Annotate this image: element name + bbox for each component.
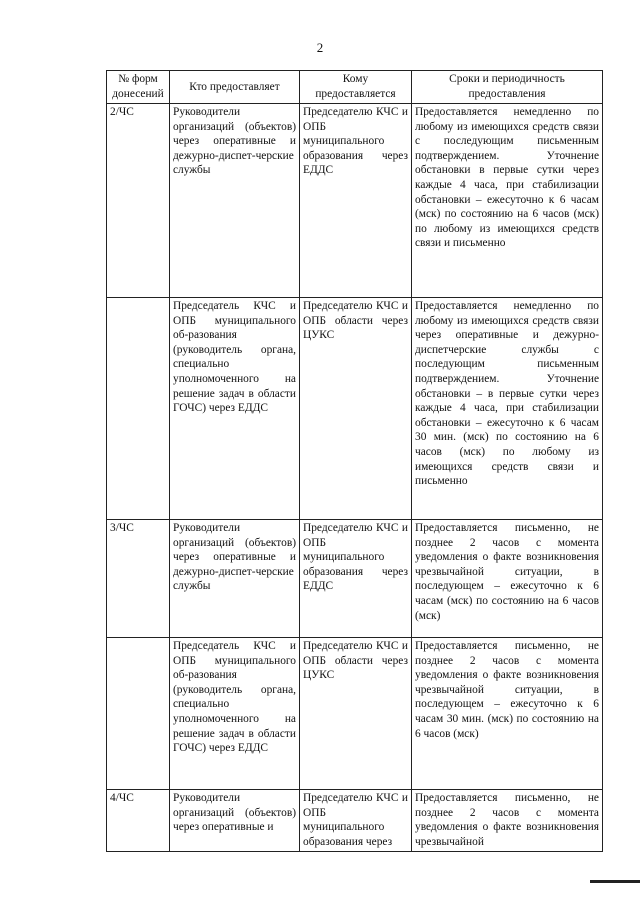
deadline-cell xyxy=(412,298,603,520)
deadline-text: Предоставляется письменно, не позднее 2 часов с момента уведомления о факте возникновения чрезвычайной ситуации, в последующем – ежесуточно к 6 часам (мск) по состоянию на 6 часов (мск) xyxy=(415,522,599,622)
recipient-cell xyxy=(300,638,412,790)
reporter-text: Руководители организаций (объектов) через оперативные и дежурно-диспет-черские службы xyxy=(173,522,296,593)
deadline-cell xyxy=(412,638,603,790)
deadline-text: Предоставляется письменно, не позднее 2 часов с момента уведомления о факте возникновения чрезвычайной xyxy=(415,792,599,848)
form-number-cell: 3/ЧС xyxy=(107,520,170,638)
form-number-cell xyxy=(107,638,170,790)
reporter-cell xyxy=(170,638,300,790)
scan-edge-line xyxy=(590,880,640,883)
deadline-text: Предоставляется письменно, не позднее 2 часов с момента уведомления о факте возникновения чрезвычайной ситуации, в последующем – ежесуточно к 6 часам 30 мин. (мск) по состоянию на 6 часов (мск) xyxy=(415,640,599,740)
recipient-text: Председателю КЧС и ОПБ области через ЦУКС xyxy=(303,640,408,682)
reporter-cell xyxy=(170,790,300,852)
reporter-text: Председатель КЧС и ОПБ муниципального об-разования (руководитель органа, специально уполномоченного на решение задач в области ГОЧС) через ЕДДС xyxy=(173,300,296,415)
recipient-cell xyxy=(300,298,412,520)
header-to: Кому предоставляется xyxy=(300,71,412,104)
recipient-cell xyxy=(300,520,412,638)
recipient-text: Председателю КЧС и ОПБ муниципального образования через ЕДДС xyxy=(303,106,408,177)
header-time: Сроки и периодичность предоставления xyxy=(412,71,603,104)
table-row xyxy=(107,104,603,298)
deadline-text: Предоставляется немедленно по любому из имеющихся средств связи через оперативные и дежурно-диспетчерские службы с последующим письменным подтверждением. Уточнение обстановки – в первые сутки через каждые 4 часа, при стабилизации обстановки – ежесуточно к 6 часам 30 мин. (мск) по состоянию на 6 часов (мск) по любому из имеющихся средств связи и письменно xyxy=(415,300,599,488)
table-row xyxy=(107,790,603,852)
header-form: № форм донесений xyxy=(107,71,170,104)
deadline-cell xyxy=(412,520,603,638)
recipient-cell xyxy=(300,104,412,298)
form-number-cell: 4/ЧС xyxy=(107,790,170,852)
recipient-text: Председателю КЧС и ОПБ муниципального образования через xyxy=(303,792,408,848)
recipient-text: Председателю КЧС и ОПБ муниципального образования через ЕДДС xyxy=(303,522,408,593)
page-number: 2 xyxy=(316,40,324,55)
reporter-text: Руководители организаций (объектов) через оперативные и дежурно-диспет-черские службы xyxy=(173,106,296,177)
deadline-cell xyxy=(412,790,603,852)
reporting-table xyxy=(106,70,603,852)
recipient-text: Председателю КЧС и ОПБ области через ЦУКС xyxy=(303,300,408,342)
deadline-cell xyxy=(412,104,603,298)
reporter-cell xyxy=(170,104,300,298)
deadline-text: Предоставляется немедленно по любому из имеющихся средств связи с последующим письменным подтверждением. Уточнение обстановки в первые сутки через каждые 4 часа, при стабилизации обстановки – ежесуточно к 6 часам (мск) по состоянию на 6 часов (мск) по любому из имеющихся средств связи и письменно xyxy=(415,106,599,250)
form-number-cell: 2/ЧС xyxy=(107,104,170,298)
table-row xyxy=(107,520,603,638)
reporter-text: Руководители организаций (объектов) через оперативные и xyxy=(173,792,296,834)
table-row xyxy=(107,638,603,790)
form-number-cell xyxy=(107,298,170,520)
table-header-row xyxy=(107,71,603,104)
recipient-cell xyxy=(300,790,412,852)
header-who: Кто предоставляет xyxy=(170,71,300,104)
reporter-text: Председатель КЧС и ОПБ муниципального об-разования (руководитель органа, специально уполномоченного на решение задач в области ГОЧС) через ЕДДС xyxy=(173,640,296,755)
reporter-cell xyxy=(170,520,300,638)
reporter-cell xyxy=(170,298,300,520)
table-row xyxy=(107,298,603,520)
